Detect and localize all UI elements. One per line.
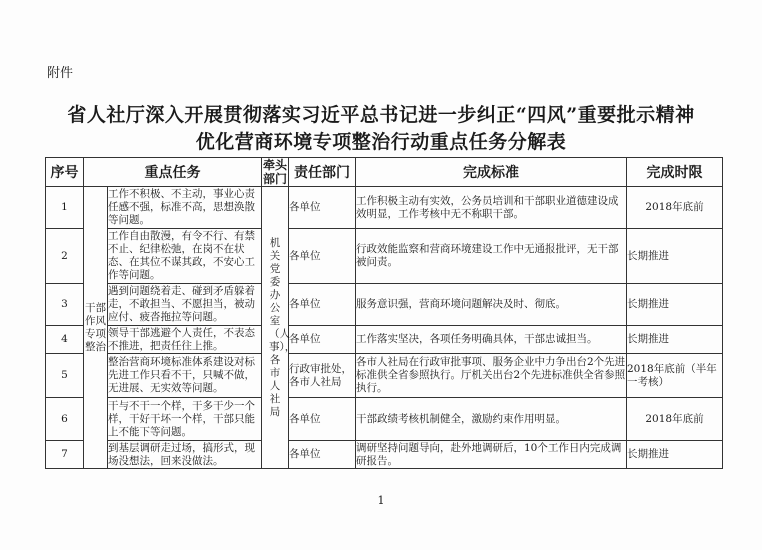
dept-cell: 各单位 (289, 398, 356, 441)
deadline-cell: 长期推进 (627, 441, 723, 469)
row-number: 4 (46, 326, 84, 354)
header-standard: 完成标准 (356, 158, 627, 187)
dept-cell: 各单位 (289, 229, 356, 284)
lead-dept-cell (262, 187, 296, 469)
deadline-cell: 长期推进 (627, 284, 723, 326)
standard-cell: 工作积极主动有实效，公务员培训和干部职业道德建设成效明显，工作考核中无不称职干部。 (356, 187, 627, 229)
header-no: 序号 (46, 158, 84, 187)
table-header-row (46, 158, 723, 187)
document-title-line-2: 优化营商环境专项整治行动重点任务分解表 (195, 131, 567, 153)
header-lead-dept: 牵头部门 (262, 158, 287, 186)
task-cell: 到基层调研走过场，搞形式，现场没想法，回来没做法。 (108, 441, 262, 469)
standard-cell: 服务意识强，营商环境问题解决及时、彻底。 (356, 284, 627, 326)
table-row (46, 229, 723, 284)
dept-cell: 各单位 (289, 187, 356, 229)
category-cell: 干部作风专项整治 (84, 187, 108, 469)
task-cell: 干与不干一个样，干多干少一个样，干好干坏一个样，干部只能上不能下等问题。 (108, 398, 262, 441)
dept-cell: 各单位 (289, 441, 356, 469)
deadline-cell: 长期推进 (627, 326, 723, 354)
row-number: 5 (46, 354, 84, 398)
deadline-cell: 2018年底前（半年一考核） (627, 354, 723, 398)
row-number: 1 (46, 187, 84, 229)
task-cell: 工作自由散漫，有令不行、有禁不止、纪律松弛，在岗不在状态、在其位不谋其政，不安心工作等问题。 (108, 229, 262, 284)
standard-cell: 工作落实坚决，各项任务明确具体，干部忠诚担当。 (356, 326, 627, 354)
deadline-cell: 2018年底前 (627, 398, 723, 441)
header-deadline: 完成时限 (627, 158, 723, 187)
table-row (46, 284, 723, 326)
table-row (46, 398, 723, 441)
header-task: 重点任务 (84, 158, 262, 187)
task-cell: 遇到问题绕着走、碰到矛盾躲着走，不敢担当、不愿担当，被动应付、疲沓拖拉等问题。 (108, 284, 262, 326)
table-row (46, 326, 723, 354)
task-cell: 整治营商环境标准体系建设对标先进工作只看不干，只喊不做，无进展、无实效等问题。 (108, 354, 262, 398)
standard-cell: 各市人社局在行政审批事项、服务企业中力争出台2个先进标准供全省参照执行。厅机关出台2个先进标准供全省参照执行。 (356, 354, 627, 398)
row-number: 6 (46, 398, 84, 441)
document-title-line-1: 省人社厅深入开展贯彻落实习近平总书记进一步纠正“四风”重要批示精神 (67, 104, 695, 126)
task-table (45, 157, 723, 469)
dept-cell: 各单位 (289, 326, 356, 354)
deadline-cell: 2018年底前 (627, 187, 723, 229)
attachment-label: 附件 (47, 66, 74, 81)
table-row (46, 187, 723, 229)
deadline-cell: 长期推进 (627, 229, 723, 284)
standard-cell: 干部政绩考核机制健全，激励约束作用明显。 (356, 398, 627, 441)
standard-cell: 行政效能监察和营商环境建设工作中无通报批评，无干部被问责。 (356, 229, 627, 284)
dept-cell: 行政审批处，各市人社局 (289, 354, 356, 398)
row-number: 3 (46, 284, 84, 326)
lead-dept-text: 机关党委办公室（人事），各市人社局 (269, 236, 296, 418)
task-cell: 工作不积极、不主动，事业心责任感不强，标准不高，思想涣散等问题。 (108, 187, 262, 229)
header-dept: 责任部门 (289, 158, 356, 187)
page-number: 1 (377, 494, 385, 507)
row-number: 7 (46, 441, 84, 469)
task-cell: 领导干部逃避个人责任，不表态不推进，把责任往上推。 (108, 326, 262, 354)
table-row (46, 441, 723, 469)
table-row (46, 354, 723, 398)
row-number: 2 (46, 229, 84, 284)
standard-cell: 调研坚持问题导向，赴外地调研后，10个工作日内完成调研报告。 (356, 441, 627, 469)
dept-cell: 各单位 (289, 284, 356, 326)
